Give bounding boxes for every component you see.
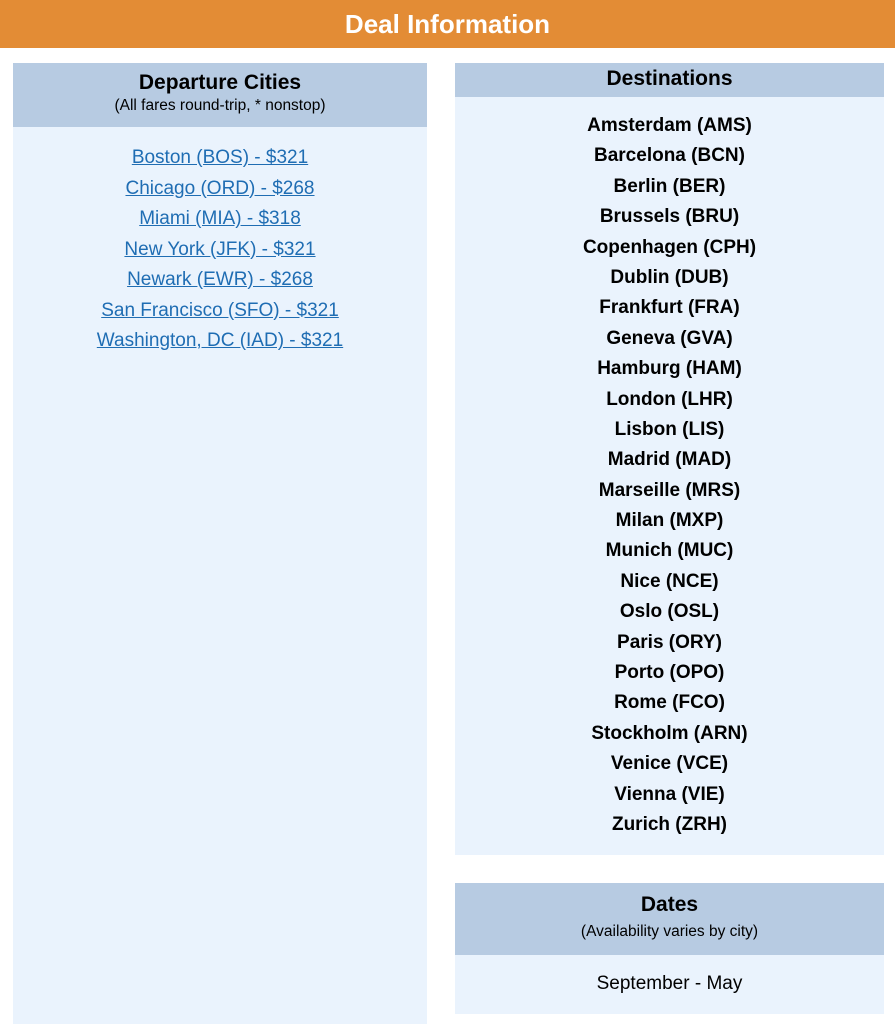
destination-item: Porto (OPO): [614, 662, 725, 684]
destination-item: Stockholm (ARN): [591, 722, 748, 744]
destination-item: Oslo (OSL): [619, 601, 720, 623]
destination-item: Barcelona (BCN): [594, 145, 745, 167]
departure-city-item: [13, 296, 427, 327]
dates-header: [455, 883, 884, 955]
departure-cities-panel: [13, 63, 427, 1024]
destination-item: Munich (MUC): [605, 540, 734, 562]
destination-list: [455, 111, 884, 840]
deal-information-banner: Deal Information: [0, 0, 895, 48]
destination-item: Copenhagen (CPH): [582, 236, 757, 258]
destination-item: Hamburg (HAM): [597, 358, 742, 380]
departure-city-item: [13, 326, 427, 357]
departure-city-link-bos[interactable]: Boston (BOS) - $321: [131, 147, 309, 168]
departure-city-item: [13, 174, 427, 205]
destination-item: London (LHR): [606, 388, 733, 410]
destination-item: Brussels (BRU): [599, 206, 740, 228]
destination-item: Berlin (BER): [613, 175, 726, 197]
destination-item: Rome (FCO): [614, 692, 725, 714]
destination-item: Dublin (DUB): [610, 266, 729, 288]
destinations-panel: [455, 63, 884, 855]
destination-item: Vienna (VIE): [614, 783, 725, 805]
departure-cities-subtitle: (All fares round-trip, * nonstop): [114, 97, 326, 114]
destination-item: Zurich (ZRH): [611, 813, 728, 835]
dates-title: Dates: [640, 893, 699, 916]
destination-item: Frankfurt (FRA): [599, 297, 740, 319]
departure-city-list: [13, 63, 427, 357]
departure-city-item: [13, 235, 427, 266]
departure-city-link-ewr[interactable]: Newark (EWR) - $268: [127, 269, 313, 290]
departure-city-link-ord[interactable]: Chicago (ORD) - $268: [125, 177, 315, 199]
dates-subtitle: (Availability varies by city): [580, 923, 759, 940]
destination-item: Milan (MXP): [615, 510, 724, 532]
departure-city-item: [13, 143, 427, 174]
destination-item: Paris (ORY): [617, 631, 722, 653]
dates-value: September - May: [596, 973, 743, 994]
destination-item: Geneva (GVA): [606, 327, 733, 349]
dates-panel: [455, 883, 884, 1014]
departure-cities-title: Departure Cities: [138, 71, 302, 94]
departure-city-link-iad[interactable]: Washington, DC (IAD) - $321: [96, 330, 344, 351]
departure-city-item: [13, 204, 427, 235]
departure-city-link-jfk[interactable]: New York (JFK) - $321: [124, 238, 316, 260]
destination-item: Lisbon (LIS): [614, 418, 725, 440]
destinations-header: [455, 63, 884, 97]
destinations-title: Destinations: [606, 67, 733, 90]
departure-city-item: [13, 265, 427, 296]
destination-item: Venice (VCE): [610, 753, 729, 775]
departure-city-link-sfo[interactable]: San Francisco (SFO) - $321: [101, 299, 339, 321]
destination-item: Amsterdam (AMS): [587, 115, 752, 136]
destination-item: Nice (NCE): [620, 570, 719, 592]
departure-city-link-mia[interactable]: Miami (MIA) - $318: [139, 208, 301, 229]
destination-item: Madrid (MAD): [607, 449, 732, 471]
destination-item: Marseille (MRS): [598, 479, 741, 501]
